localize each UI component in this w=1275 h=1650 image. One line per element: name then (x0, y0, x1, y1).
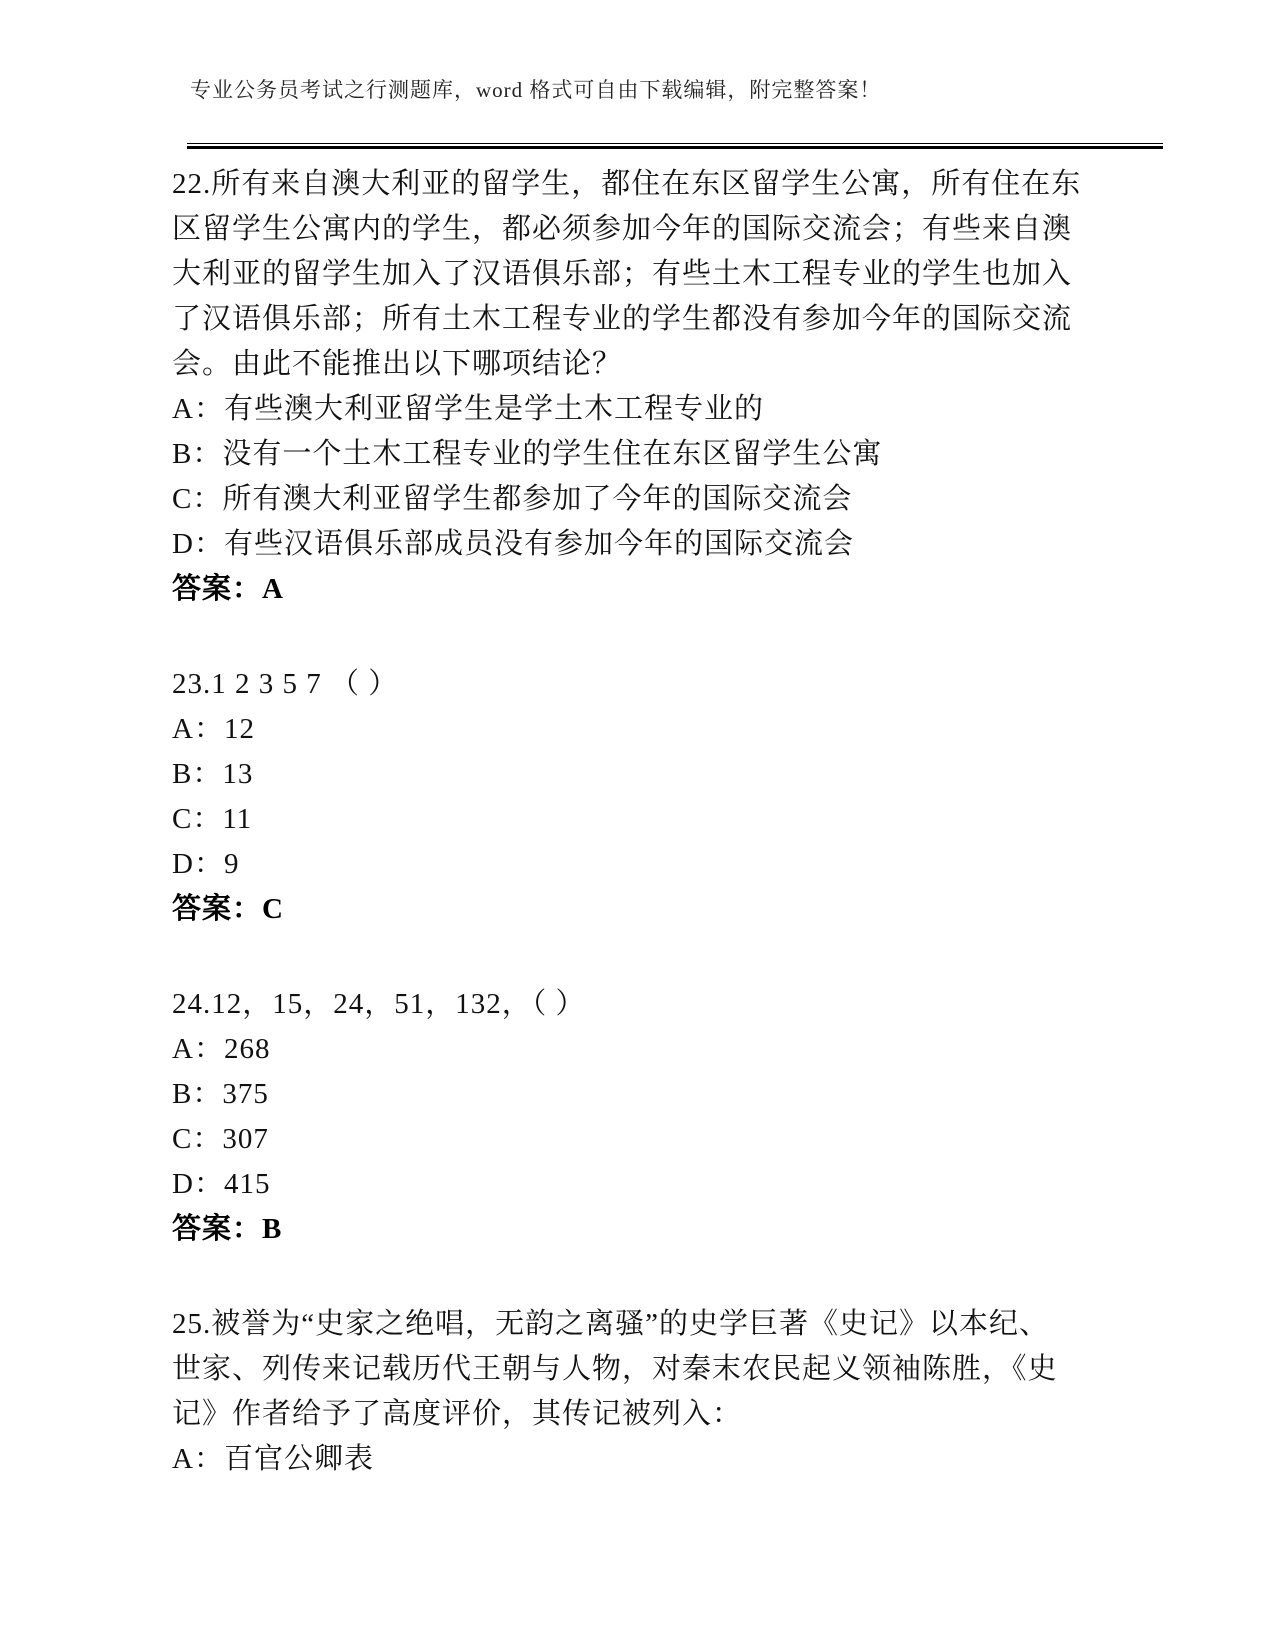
page-header-title: 专业公务员考试之行测题库，word 格式可自由下载编辑，附完整答案！ (190, 78, 882, 102)
question-text-line: 24.12，15，24，51，132，（ ） (172, 988, 586, 1020)
option-b: B：375 (172, 1078, 269, 1110)
question-text-line: 区留学生公寓内的学生，都必须参加今年的国际交流会；有些来自澳 (172, 213, 1073, 245)
option-b: B：13 (172, 758, 254, 790)
question-text-line: 25.被誉为“史家之绝唱，无韵之离骚”的史学巨著《史记》以本纪、 (172, 1308, 1049, 1340)
option-d: D：有些汉语俱乐部成员没有参加今年的国际交流会 (172, 528, 854, 560)
option-c: C：11 (172, 803, 253, 835)
question-text-line: 世家、列传来记载历代王朝与人物，对秦末农民起义领袖陈胜，《史 (172, 1353, 1058, 1385)
answer-line: 答案：C (172, 893, 284, 925)
answer-line: 答案：B (172, 1213, 283, 1245)
question-block-23 (172, 662, 1092, 932)
question-block-25 (172, 1302, 1092, 1482)
question-text-line: 22.所有来自澳大利亚的留学生，都住在东区留学生公寓，所有住在东 (172, 168, 1082, 200)
option-a: A：12 (172, 713, 255, 745)
option-a: A：有些澳大利亚留学生是学土木工程专业的 (172, 393, 764, 425)
option-c: C：307 (172, 1123, 269, 1155)
option-b: B：没有一个土木工程专业的学生住在东区留学生公寓 (172, 438, 883, 470)
question-block-22 (172, 162, 1092, 612)
question-text-line: 23.1 2 3 5 7 （ ） (172, 668, 399, 700)
question-text-line: 大利亚的留学生加入了汉语俱乐部；有些土木工程专业的学生也加入 (172, 258, 1073, 290)
questions-list (172, 162, 1092, 1482)
question-block-24 (172, 982, 1092, 1252)
question-text-line: 会。由此不能推出以下哪项结论？ (172, 348, 623, 380)
option-c: C：所有澳大利亚留学生都参加了今年的国际交流会 (172, 483, 853, 515)
question-text-line: 记》作者给予了高度评价，其传记被列入： (172, 1398, 743, 1430)
option-d: D：9 (172, 848, 240, 880)
option-d: D：415 (172, 1168, 271, 1200)
option-a: A：百官公卿表 (172, 1443, 374, 1475)
answer-line: 答案：A (172, 573, 284, 605)
header-divider-rule (187, 143, 1163, 149)
option-a: A：268 (172, 1033, 271, 1065)
question-text-line: 了汉语俱乐部；所有土木工程专业的学生都没有参加今年的国际交流 (172, 303, 1073, 335)
